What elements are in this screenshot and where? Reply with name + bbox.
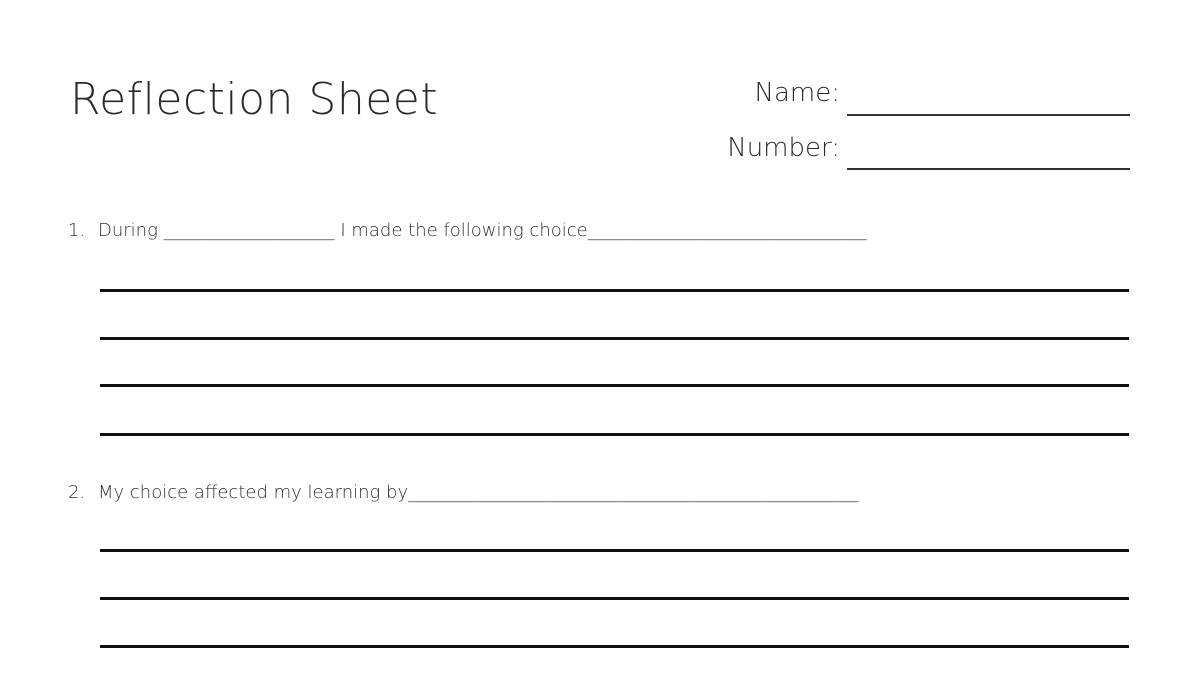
question-1-text: During ___________________ I made the following choice_______________________________ — [98, 220, 867, 241]
question-1 — [68, 220, 867, 241]
question-2 — [68, 482, 858, 503]
number-label: Number: — [727, 133, 840, 163]
question-2-text: My choice affected my learning by__________________________________________________ — [98, 482, 859, 503]
number-field[interactable] — [847, 168, 1130, 170]
name-field[interactable] — [847, 114, 1130, 116]
answer-2-line-1[interactable] — [100, 549, 1129, 552]
answer-1-line-1[interactable] — [100, 289, 1129, 292]
answer-1-line-4[interactable] — [100, 433, 1129, 436]
answer-2-line-2[interactable] — [100, 597, 1129, 600]
question-2-number: 2. — [68, 482, 86, 503]
page-title: Reflection Sheet — [70, 74, 439, 125]
name-label: Name: — [754, 78, 840, 108]
question-1-number: 1. — [68, 220, 86, 241]
answer-1-line-3[interactable] — [100, 384, 1129, 387]
answer-2-line-3[interactable] — [100, 645, 1129, 648]
answer-1-line-2[interactable] — [100, 337, 1129, 340]
